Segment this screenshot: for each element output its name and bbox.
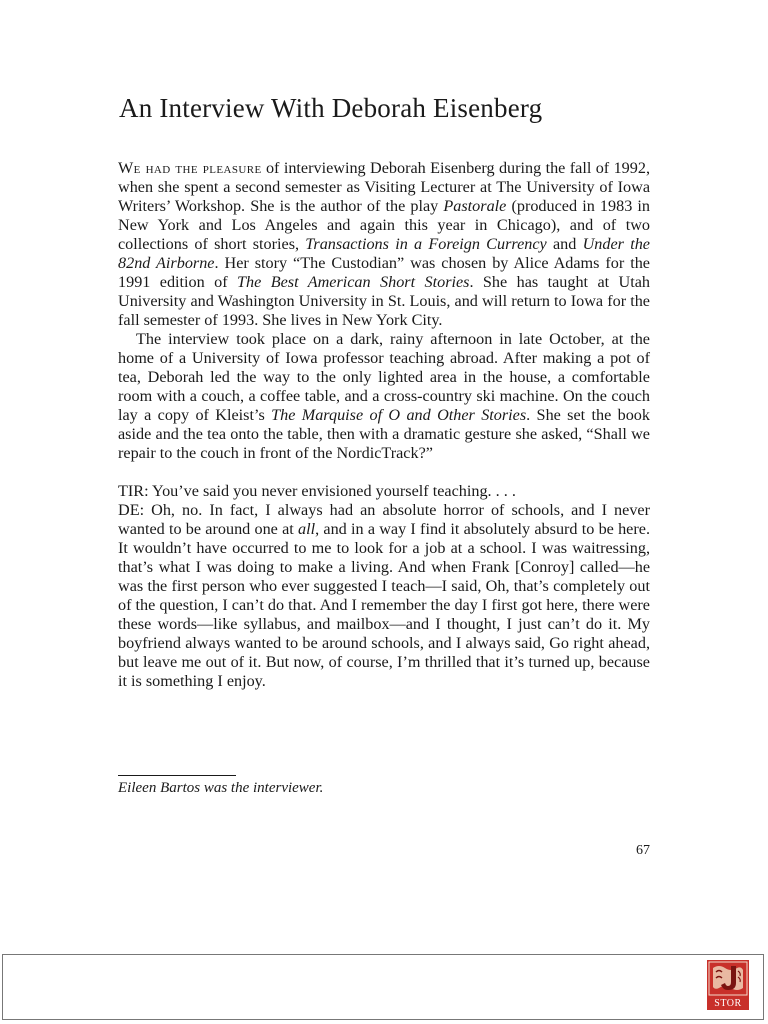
interview-question: TIR: You’ve said you never envisioned yourself teaching. . . . <box>118 482 516 500</box>
answer-text: DE: Oh, no. In fact, I always had an absolute horror of schools, and I never wanted to be around one at <box>118 501 650 538</box>
footnote-divider <box>118 775 236 776</box>
anthology-title: The Best American Short Stories <box>237 273 470 291</box>
play-title: Pastorale <box>443 197 507 215</box>
intro-text: of interviewing Deborah Eisenberg during the fall of 1992, when she spent a second semester as Visiting Lecturer at The University of Iowa Writers’ Workshop. She is the author of the play <box>118 159 650 215</box>
setting-paragraph <box>118 330 650 463</box>
intro-paragraph <box>118 159 650 330</box>
footnote: Eileen Bartos was the interviewer. <box>118 780 324 796</box>
book-title: The Marquise of O and Other Stories <box>271 406 527 424</box>
answer-text: , and in a way I find it absolutely absurd to be here. It wouldn’t have occurred to me to look for a job at a school. I was waitressing, that’s what I was doing to make a living. And when Frank [Conroy] called—he was the first person who ever suggested I teach—I said, Oh, that’s completely out of the question, I can’t do that. And I remember the day I first got here, there were these words—like syllabus, and mailbox—and I thought, I just can’t do it. My boyfriend always wanted to be around schools, and I always said, Go right ahead, but leave me out of it. But now, of course, I’m thrilled that it’s turned up, because it is something I enjoy. <box>118 520 650 690</box>
collection-title: Under the 82nd Airborne <box>118 235 650 272</box>
jstor-logo-icon[interactable] <box>707 960 749 1010</box>
answer-emphasis: all <box>298 520 316 538</box>
intro-text: (produced in 1983 in New York and Los Angeles and again this year in Chicago), and of two collections of short stories, <box>118 197 650 253</box>
interview-answer <box>118 501 650 691</box>
jstor-footer-box <box>2 954 764 1020</box>
collection-title: Transactions in a Foreign Currency <box>305 235 547 253</box>
intro-text: and <box>546 235 583 253</box>
setting-text: . She set the book aside and the tea onto the table, then with a dramatic gesture she asked, “Shall we repair to the couch in front of the NordicTrack?” <box>118 406 650 462</box>
intro-text: . Her story “The Custodian” was chosen by Alice Adams for the 1991 edition of <box>118 254 650 291</box>
jstor-logo-text: STOR <box>714 998 742 1009</box>
intro-text: . She has taught at Utah University and Washington University in St. Louis, and will return to Iowa for the fall semester of 1993. She lives in New York City. <box>118 273 651 329</box>
setting-text: The interview took place on a dark, rainy afternoon in late October, at the home of a University of Iowa professor teaching abroad. After making a pot of tea, Deborah led the way to the only lighted area in the house, a comfortable room with a couch, a coffee table, and a cross-country ski machine. On the couch lay a copy of Kleist’s <box>118 330 650 424</box>
article-body <box>118 159 650 691</box>
article-title: An Interview With Deborah Eisenberg <box>119 93 543 123</box>
page-number: 67 <box>636 843 650 858</box>
paragraph-gap <box>118 463 650 482</box>
intro-lead: We had the pleasure <box>118 159 262 177</box>
